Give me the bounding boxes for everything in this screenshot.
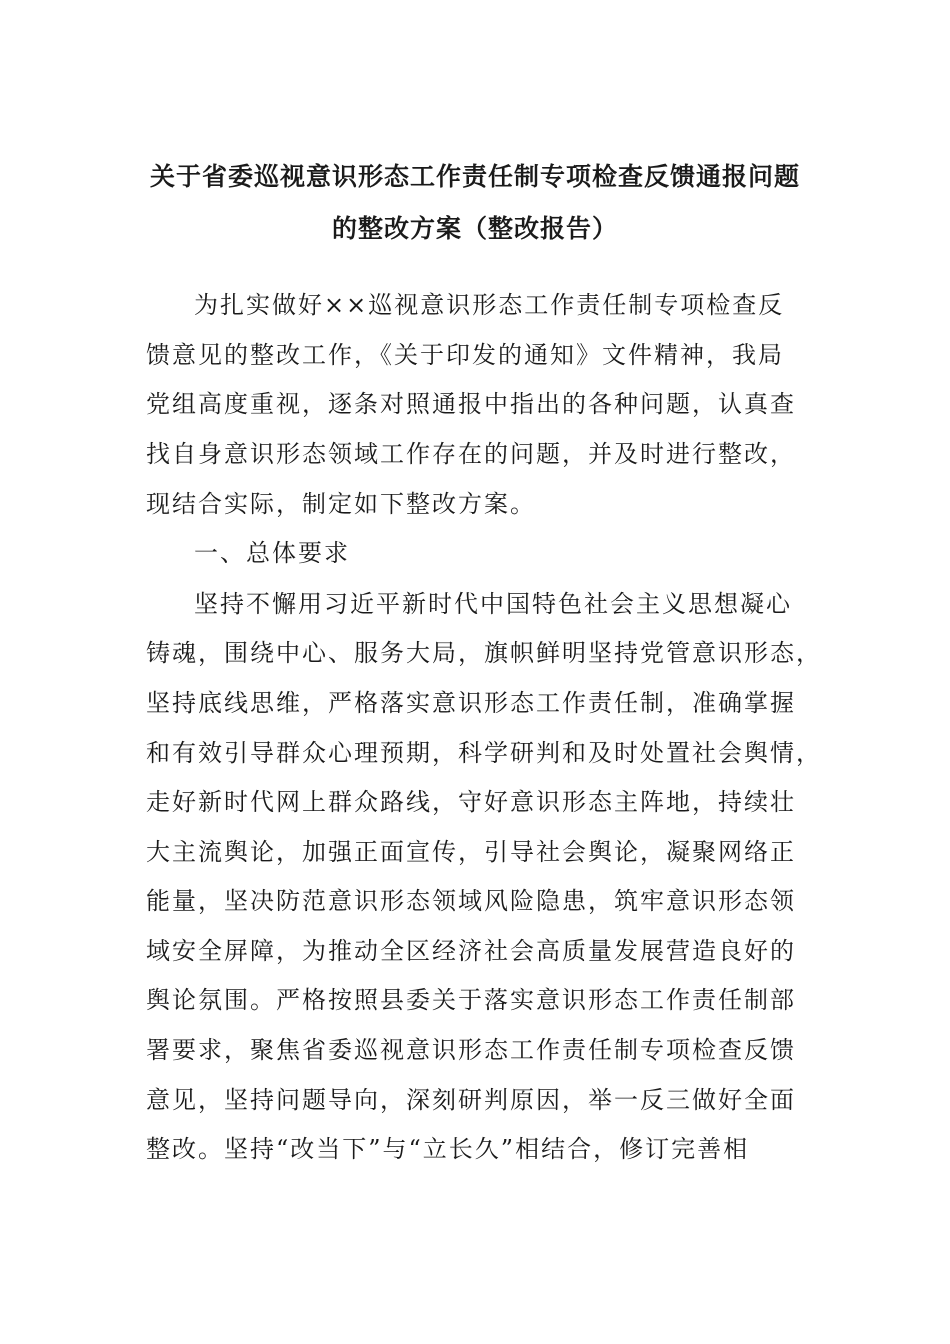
paragraph-intro-line: 为扎实做好××巡视意识形态工作责任制专项检查反 xyxy=(194,291,785,319)
paragraph-body-line: 舆论氛围。严格按照县委关于落实意识形态工作责任制部 xyxy=(146,986,796,1014)
document-title-line-1: 关于省委巡视意识形态工作责任制专项检查反馈通报问题 xyxy=(149,162,800,191)
paragraph-body-line: 走好新时代网上群众路线，守好意识形态主阵地，持续壮 xyxy=(146,788,796,816)
paragraph-body-line: 大主流舆论，加强正面宣传，引导社会舆论，凝聚网络正 xyxy=(146,838,796,866)
section-heading: 一、总体要求 xyxy=(194,539,350,567)
paragraph-body-line: 能量，坚决防范意识形态领域风险隐患，筑牢意识形态领 xyxy=(146,887,796,915)
paragraph-body-line: 坚持不懈用习近平新时代中国特色社会主义思想凝心 xyxy=(194,590,792,618)
paragraph-intro-line: 找自身意识形态领域工作存在的问题，并及时进行整改， xyxy=(146,440,796,468)
paragraph-body-line: 署要求，聚焦省委巡视意识形态工作责任制专项检查反馈 xyxy=(146,1036,796,1064)
paragraph-intro-line: 馈意见的整改工作，《关于印发的通知》文件精神，我局 xyxy=(146,341,784,369)
paragraph-body-line: 坚持底线思维，严格落实意识形态工作责任制，准确掌握 xyxy=(146,689,796,717)
paragraph-body-line: 域安全屏障，为推动全区经济社会高质量发展营造良好的 xyxy=(146,937,796,965)
paragraph-body-line: 铸魂，围绕中心、服务大局，旗帜鲜明坚持党管意识形态， xyxy=(146,639,822,667)
paragraph-body-line: 意见，坚持问题导向，深刻研判原因，举一反三做好全面 xyxy=(146,1086,796,1114)
paragraph-body-line: 整改。坚持“改当下”与“立长久”相结合，修订完善相 xyxy=(146,1135,750,1163)
paragraph-intro-line: 现结合实际，制定如下整改方案。 xyxy=(146,490,536,518)
paragraph-body-line: 和有效引导群众心理预期，科学研判和及时处置社会舆情， xyxy=(146,739,822,767)
paragraph-intro-line: 党组高度重视，逐条对照通报中指出的各种问题，认真查 xyxy=(146,390,796,418)
document-title-line-2: 的整改方案（整改报告） xyxy=(331,214,618,243)
